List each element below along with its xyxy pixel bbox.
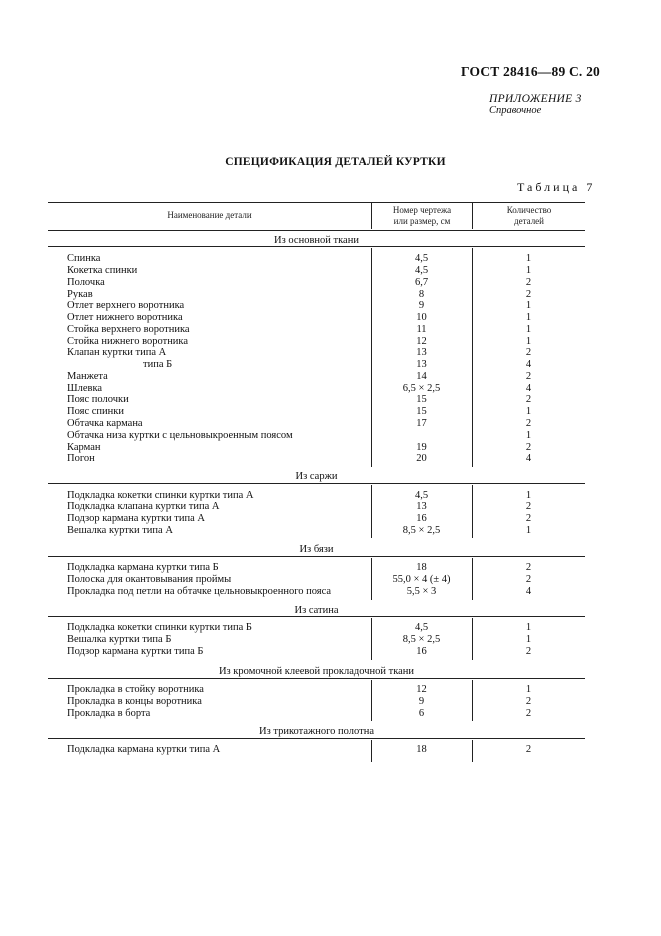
table-row bbox=[48, 253, 585, 265]
section-title: Из трикотажного полотна bbox=[259, 726, 374, 737]
section-rule bbox=[48, 556, 585, 557]
table-label: Таблица 7 bbox=[517, 180, 596, 194]
part-quantity: 2 bbox=[525, 289, 532, 300]
part-name: Подкладка клапана куртки типа А bbox=[67, 501, 220, 512]
part-quantity: 2 bbox=[525, 646, 532, 657]
table-row bbox=[48, 347, 585, 359]
part-name: Подкладка кармана куртки типа Б bbox=[67, 562, 219, 573]
part-quantity: 1 bbox=[525, 324, 532, 335]
section-rule bbox=[48, 678, 585, 679]
table-row bbox=[48, 562, 585, 574]
section-title: Из сатина bbox=[294, 605, 339, 616]
part-quantity: 1 bbox=[525, 312, 532, 323]
section-title: Из основной ткани bbox=[274, 235, 359, 246]
section-title: Из саржи bbox=[295, 471, 338, 482]
part-name: типа Б bbox=[143, 359, 173, 370]
table-row bbox=[48, 453, 585, 465]
table-row bbox=[48, 430, 585, 442]
part-name: Подкладка кокетки спинки куртки типа Б bbox=[67, 622, 252, 633]
part-name: Прокладка под петли на обтачке цельновыкроенного пояса bbox=[67, 586, 332, 597]
page-title: СПЕЦИФИКАЦИЯ ДЕТАЛЕЙ КУРТКИ bbox=[225, 156, 446, 168]
part-quantity: 4 bbox=[525, 586, 532, 597]
part-name: Спинка bbox=[67, 253, 101, 264]
table-row bbox=[48, 359, 585, 371]
table-row bbox=[48, 708, 585, 720]
part-name: Кокетка спинки bbox=[67, 265, 138, 276]
part-quantity: 2 bbox=[525, 513, 532, 524]
part-quantity: 4 bbox=[525, 359, 532, 370]
part-quantity: 4 bbox=[525, 383, 532, 394]
table-row bbox=[48, 501, 585, 513]
table-row bbox=[48, 574, 585, 586]
part-name: Отлет верхнего воротника bbox=[67, 300, 185, 311]
part-quantity: 2 bbox=[525, 347, 532, 358]
table-row bbox=[48, 418, 585, 430]
table-row bbox=[48, 277, 585, 289]
drawing-number: 13 bbox=[416, 359, 427, 370]
table-row bbox=[48, 394, 585, 406]
part-quantity: 1 bbox=[525, 634, 532, 645]
part-quantity: 2 bbox=[525, 708, 532, 719]
drawing-number: 18 bbox=[416, 744, 427, 755]
part-name: Манжета bbox=[67, 371, 108, 382]
appendix-label: ПРИЛОЖЕНИЕ 3 bbox=[489, 93, 582, 105]
table-row bbox=[48, 684, 585, 696]
document-header: ГОСТ 28416—89 С. 20 bbox=[461, 64, 600, 79]
appendix-type: Справочное bbox=[489, 105, 542, 116]
table-row bbox=[48, 525, 585, 537]
table-row bbox=[48, 646, 585, 658]
part-quantity: 1 bbox=[525, 406, 532, 417]
drawing-number: 19 bbox=[416, 442, 427, 453]
column-header-drawing bbox=[372, 205, 472, 227]
part-quantity: 2 bbox=[525, 574, 532, 585]
part-name: Прокладка в концы воротника bbox=[67, 696, 202, 707]
drawing-number: 15 bbox=[416, 394, 427, 405]
table-row bbox=[48, 265, 585, 277]
drawing-number: 4,5 bbox=[414, 490, 429, 501]
section-title: Из кромочной клеевой прокладочной ткани bbox=[218, 666, 415, 677]
part-name: Полочка bbox=[67, 277, 105, 288]
drawing-number: 4,5 bbox=[414, 253, 429, 264]
column-header-quantity-line2: деталей bbox=[514, 216, 544, 226]
section-rule bbox=[48, 246, 585, 247]
drawing-number: 17 bbox=[416, 418, 427, 429]
part-name: Рукав bbox=[67, 289, 93, 300]
drawing-number: 16 bbox=[416, 646, 427, 657]
table-row bbox=[48, 586, 585, 598]
part-name: Вешалка куртки типа А bbox=[67, 525, 173, 536]
part-name: Пояс спинки bbox=[67, 406, 124, 417]
part-name: Полоска для окантовывания проймы bbox=[67, 574, 232, 585]
part-quantity: 1 bbox=[525, 525, 532, 536]
part-name: Прокладка в стойку воротника bbox=[67, 684, 204, 695]
column-header-quantity-line1: Количество bbox=[506, 205, 552, 215]
drawing-number: 18 bbox=[416, 562, 427, 573]
part-quantity: 1 bbox=[525, 684, 532, 695]
drawing-number: 16 bbox=[416, 513, 427, 524]
part-name: Прокладка в борта bbox=[67, 708, 151, 719]
drawing-number: 8,5 × 2,5 bbox=[402, 525, 441, 536]
drawing-number: 15 bbox=[416, 406, 427, 417]
table-row bbox=[48, 622, 585, 634]
part-name: Стойка верхнего воротника bbox=[67, 324, 190, 335]
drawing-number: 5,5 × 3 bbox=[406, 586, 437, 597]
table-row bbox=[48, 300, 585, 312]
table-row bbox=[48, 406, 585, 418]
part-quantity: 4 bbox=[525, 453, 532, 464]
part-name: Клапан куртки типа А bbox=[67, 347, 167, 358]
part-quantity: 1 bbox=[525, 490, 532, 501]
drawing-number: 12 bbox=[416, 336, 427, 347]
part-quantity: 1 bbox=[525, 430, 532, 441]
part-name: Подзор кармана куртки типа А bbox=[67, 513, 205, 524]
part-name: Обтачка низа куртки с цельновыкроенным поясом bbox=[67, 430, 293, 441]
part-quantity: 2 bbox=[525, 744, 532, 755]
drawing-number: 11 bbox=[416, 324, 427, 335]
drawing-number: 13 bbox=[416, 347, 427, 358]
part-quantity: 2 bbox=[525, 277, 532, 288]
part-name: Пояс полочки bbox=[67, 394, 129, 405]
part-name: Отлет нижнего воротника bbox=[67, 312, 183, 323]
part-name: Погон bbox=[67, 453, 95, 464]
drawing-number: 12 bbox=[416, 684, 427, 695]
drawing-number: 9 bbox=[418, 300, 425, 311]
part-quantity: 1 bbox=[525, 300, 532, 311]
section-title: Из бязи bbox=[299, 544, 334, 555]
part-name: Стойка нижнего воротника bbox=[67, 336, 189, 347]
part-quantity: 1 bbox=[525, 336, 532, 347]
drawing-number: 6,5 × 2,5 bbox=[402, 383, 441, 394]
part-name: Карман bbox=[67, 442, 101, 453]
table-header-rule bbox=[48, 230, 585, 231]
table-row bbox=[48, 371, 585, 383]
part-name: Шлевка bbox=[67, 383, 103, 394]
section-rule bbox=[48, 738, 585, 739]
table-row bbox=[48, 744, 585, 756]
drawing-number: 8,5 × 2,5 bbox=[402, 634, 441, 645]
table-top-rule bbox=[48, 202, 585, 203]
table-row bbox=[48, 696, 585, 708]
part-name: Подкладка кокетки спинки куртки типа А bbox=[67, 490, 254, 501]
drawing-number: 10 bbox=[416, 312, 427, 323]
part-quantity: 2 bbox=[525, 442, 532, 453]
part-name: Вешалка куртки типа Б bbox=[67, 634, 172, 645]
part-quantity: 2 bbox=[525, 501, 532, 512]
part-quantity: 1 bbox=[525, 265, 532, 276]
table-row bbox=[48, 312, 585, 324]
part-quantity: 1 bbox=[525, 253, 532, 264]
drawing-number: 14 bbox=[416, 371, 427, 382]
column-header-quantity bbox=[473, 205, 585, 227]
drawing-number: 9 bbox=[418, 696, 425, 707]
part-quantity: 1 bbox=[525, 622, 532, 633]
part-name: Подкладка кармана куртки типа А bbox=[67, 744, 221, 755]
table-row bbox=[48, 634, 585, 646]
drawing-number: 8 bbox=[418, 289, 425, 300]
part-quantity: 2 bbox=[525, 562, 532, 573]
drawing-number: 55,0 × 4 (± 4) bbox=[392, 574, 451, 585]
column-header-drawing-line1: Номер чертежа bbox=[392, 205, 452, 215]
part-quantity: 2 bbox=[525, 418, 532, 429]
part-quantity: 2 bbox=[525, 696, 532, 707]
part-quantity: 2 bbox=[525, 394, 532, 405]
table-row bbox=[48, 324, 585, 336]
section-rule bbox=[48, 483, 585, 484]
part-quantity: 2 bbox=[525, 371, 532, 382]
section-rule bbox=[48, 616, 585, 617]
part-name: Обтачка кармана bbox=[67, 418, 143, 429]
drawing-number: 4,5 bbox=[414, 265, 429, 276]
drawing-number: 20 bbox=[416, 453, 427, 464]
part-name: Подзор кармана куртки типа Б bbox=[67, 646, 204, 657]
column-header-name: Наименование детали bbox=[167, 210, 252, 220]
drawing-number: 6 bbox=[418, 708, 425, 719]
drawing-number: 13 bbox=[416, 501, 427, 512]
table-row bbox=[48, 513, 585, 525]
column-header-drawing-line2: или размер, см bbox=[393, 216, 451, 226]
drawing-number: 6,7 bbox=[414, 277, 429, 288]
drawing-number: 4,5 bbox=[414, 622, 429, 633]
